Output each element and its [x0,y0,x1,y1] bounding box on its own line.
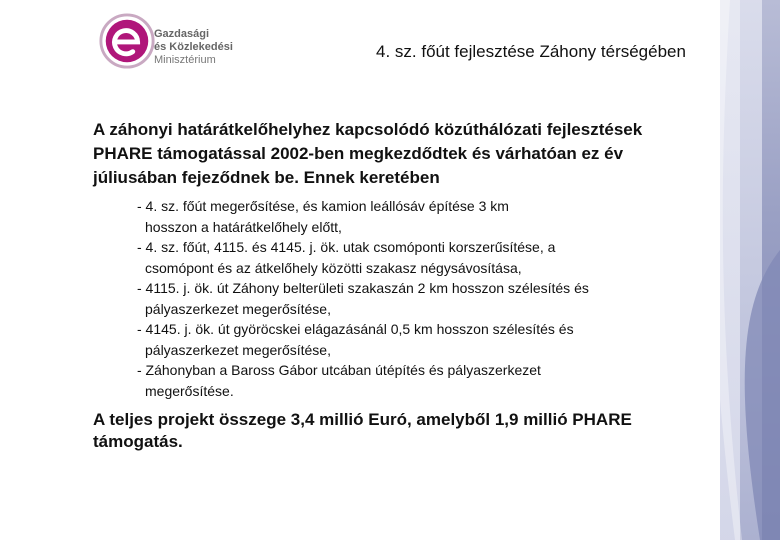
ministry-name-line1: Gazdasági [154,28,210,40]
list-item [137,196,693,237]
list-item [137,237,693,278]
decorative-side-band [720,0,780,540]
list-item [137,278,693,319]
list-item-text: - 4145. j. ök. út györöcskei elágazásánál 0,5 km hosszon szélesítés és [137,321,574,337]
ministry-name [154,28,233,67]
project-list [137,196,693,401]
list-item [137,319,693,360]
ministry-name-line2: és Közlekedési [154,41,233,53]
list-item-text: - 4. sz. főút, 4115. és 4145. j. ök. utak csomóponti korszerűsítése, a [137,239,556,255]
slide-content [93,118,693,453]
slide-title: 4. sz. főút fejlesztése Záhony térségében [376,42,686,61]
list-item-continuation: csomópont és az átkelőhely közötti szakasz négysávosítása, [145,259,522,276]
list-item-text: - 4. sz. főút megerősítése, és kamion leállósáv építése 3 km [137,198,509,214]
list-item [137,360,693,401]
list-item-continuation: hosszon a határátkelőhely előtt, [145,218,342,235]
list-item-continuation: pályaszerkezet megerősítése, [145,341,331,358]
list-item-continuation: pályaszerkezet megerősítése, [145,300,331,317]
ministry-logo [92,0,244,82]
decorative-stripe-dark [762,0,780,540]
decorative-stripe-mid [740,0,762,540]
decorative-stripe-light [720,0,740,540]
intro-paragraph: A záhonyi határátkelőhelyhez kapcsolódó közúthálózati fejlesztések PHARE támogatással 2002-ben megkezdődtek és várhatóan ez év júliusában fejeződnek be. Ennek keretében [93,120,643,187]
total-paragraph: A teljes projekt összege 3,4 millió Euró, amelyből 1,9 millió PHARE támogatás. [93,410,632,451]
list-item-continuation: megerősítése. [145,382,234,399]
list-item-text: - 4115. j. ök. út Záhony belterületi szakaszán 2 km hosszon szélesítés és [137,280,589,296]
list-item-text: - Záhonyban a Baross Gábor utcában útépítés és pályaszerkezet [137,362,541,378]
ministry-e-emblem-icon [98,12,156,70]
ministry-name-line3: Minisztérium [154,54,216,66]
